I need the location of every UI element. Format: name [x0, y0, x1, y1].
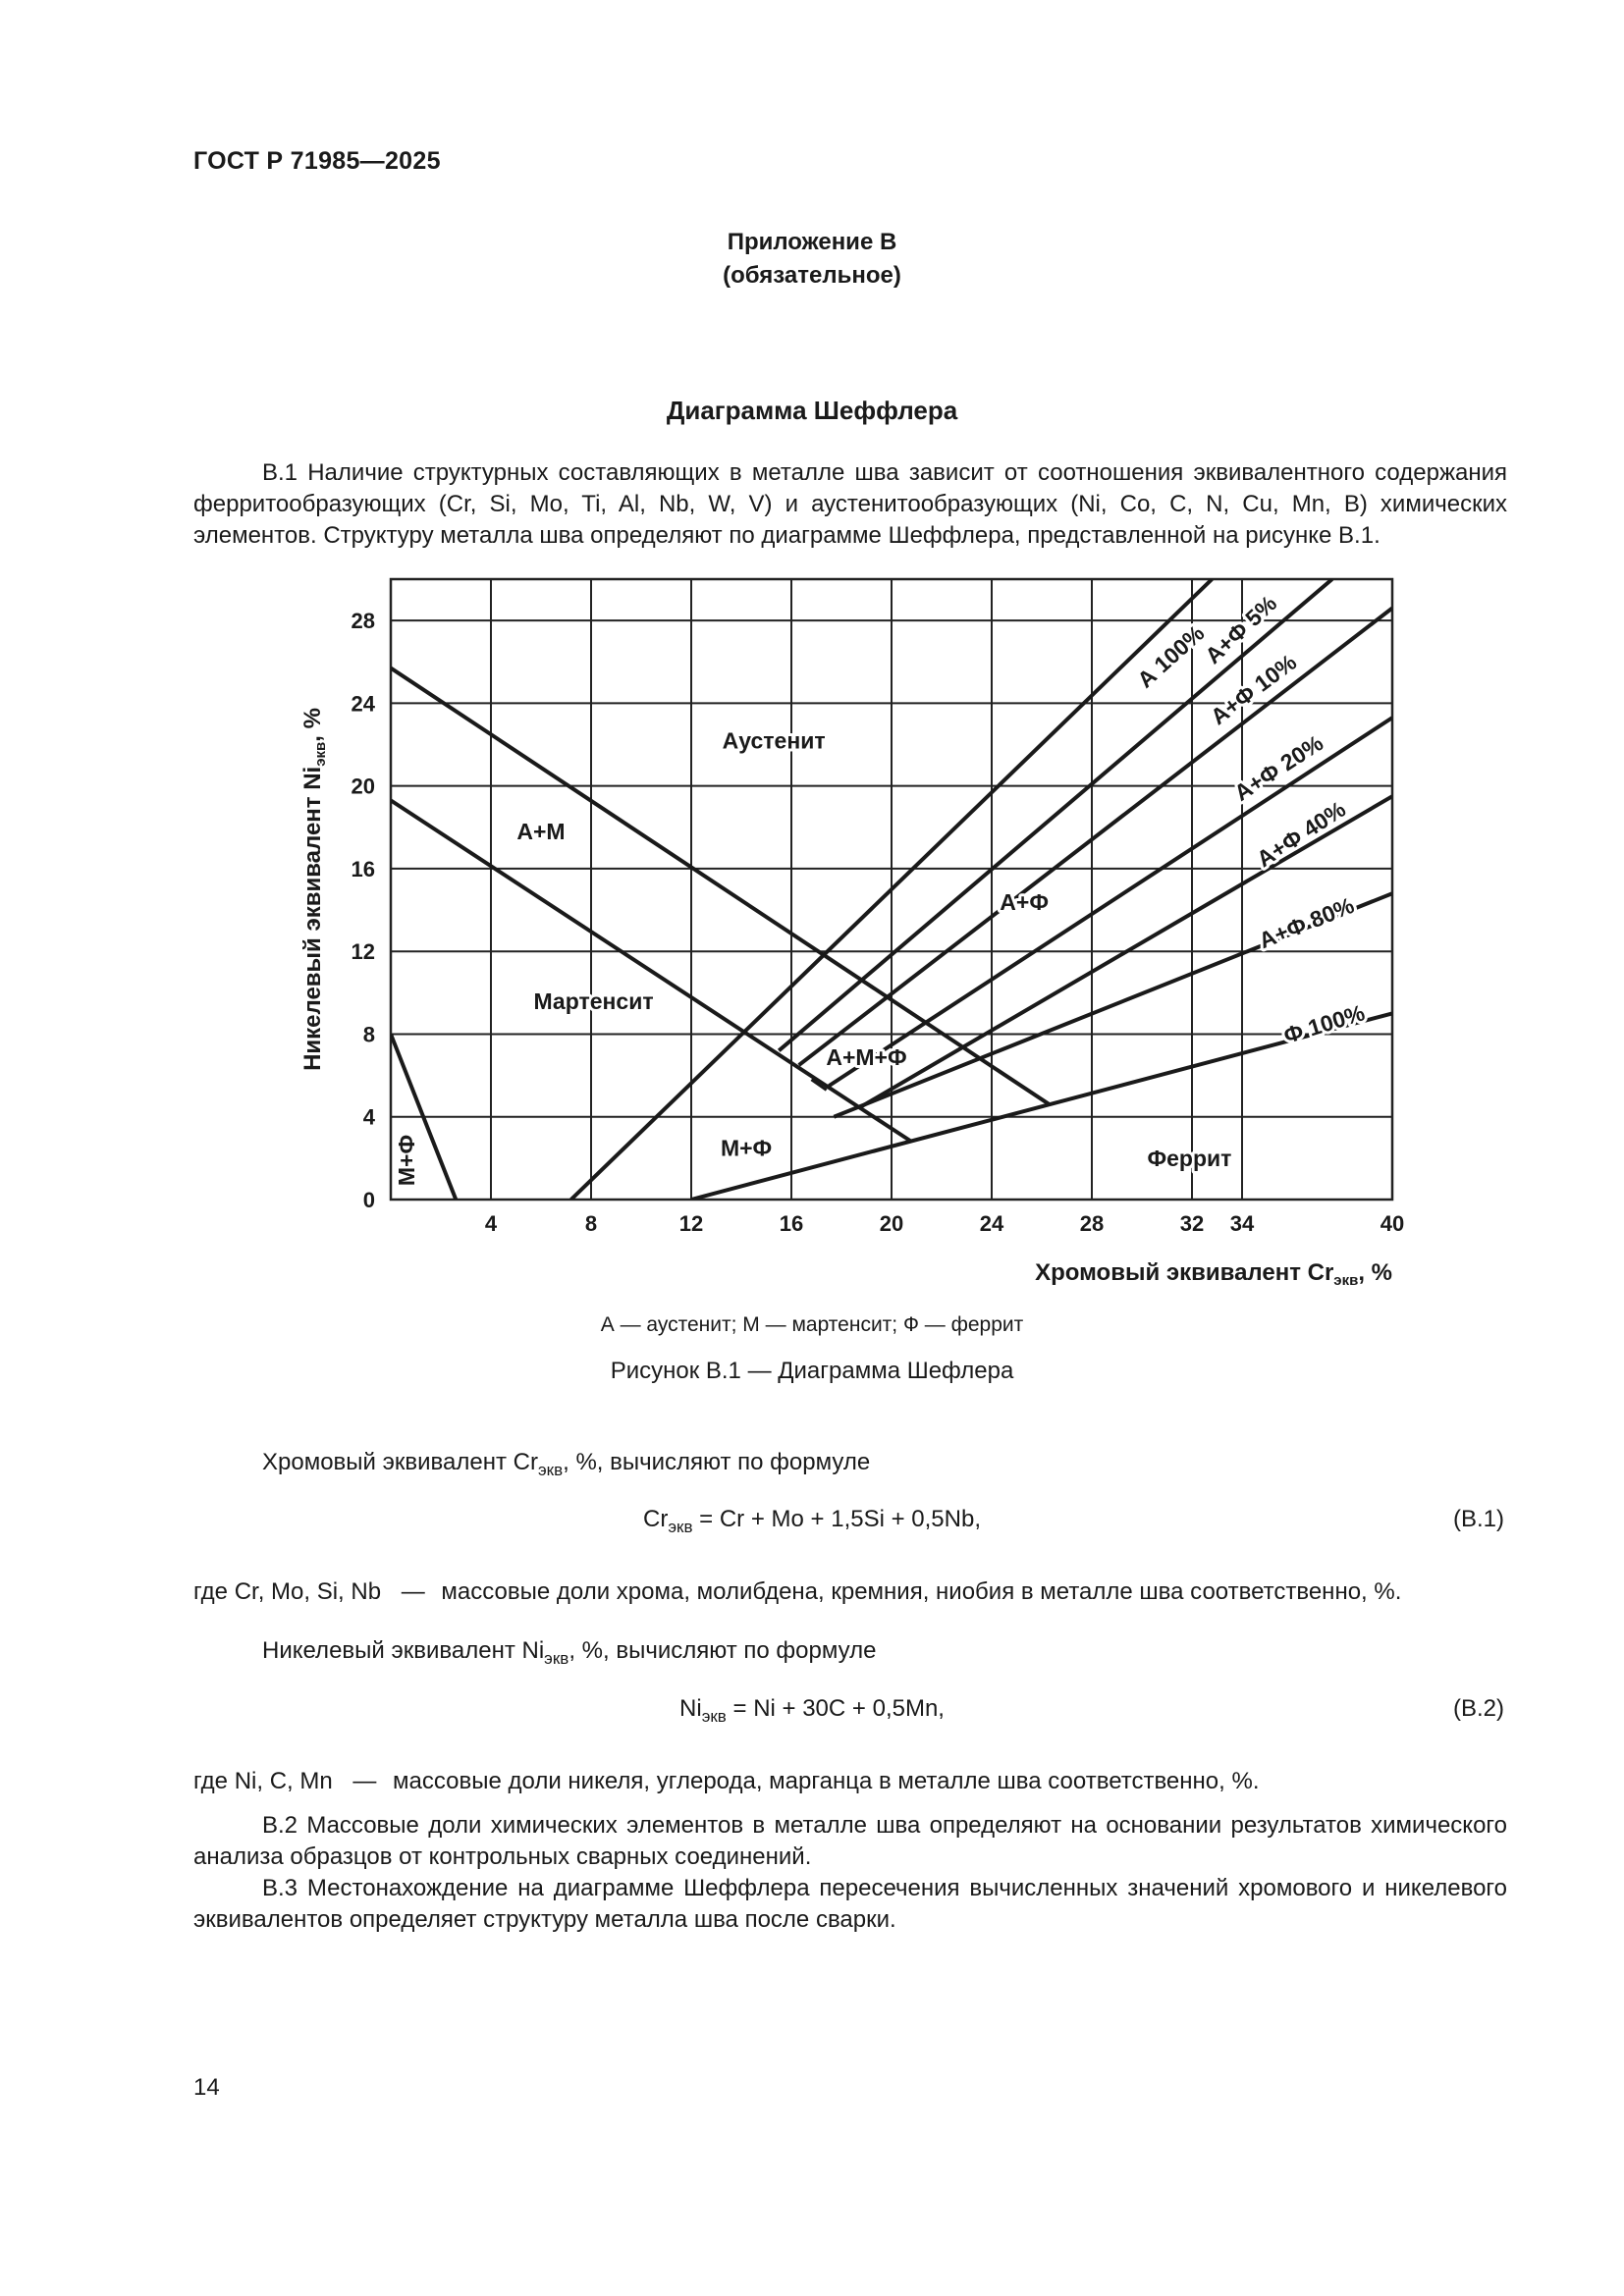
series-line-boundary-8 — [391, 800, 911, 1142]
where-ni-text: массовые доли никеля, углерода, марганца в металле шва соответственно, %. — [393, 1768, 1260, 1794]
x-tick-label: 28 — [1079, 1211, 1105, 1236]
paragraph-b1: В.1 Наличие структурных составляющих в металле шва зависит от соотношения эквивалентного содержания ферритообразующих (Cr, Si, Mo, Ti, Al, Nb, W, V) и аустенитообразующих (Ni, Co, C, N, Cu, Mn, B) химических элементов. Структуру металла шва определяют по диаграмме Шеффлера, представленной на рисунке В.1. — [193, 459, 1507, 549]
cr-intro-tail: , %, вычисляют по формуле — [563, 1449, 871, 1475]
y-tick-label: 24 — [351, 691, 375, 717]
region-label: А+Ф 40% — [1252, 795, 1351, 873]
region-label: Аустенит — [722, 727, 826, 754]
x-tick-label: 20 — [879, 1211, 904, 1236]
y-axis-label-tail: , % — [299, 708, 326, 742]
x-tick-label: 8 — [584, 1211, 598, 1236]
formula-ni-rhs: = Ni + 30C + 0,5Mn, — [726, 1695, 945, 1722]
where-cr-symbols: где Cr, Mo, Si, Nb — [193, 1578, 382, 1605]
x-axis-label-sub: экв — [1333, 1272, 1359, 1289]
region-label: М+Ф — [393, 1134, 419, 1187]
where-cr — [193, 1576, 1401, 1608]
x-tick-label: 34 — [1229, 1211, 1255, 1236]
formula-cr — [0, 1506, 1624, 1536]
y-axis-label-main: Никелевый эквивалент Ni — [299, 766, 326, 1071]
region-label: Мартенсит — [533, 988, 654, 1014]
region-label: А+Ф — [1000, 888, 1049, 915]
formula-cr-rhs: = Cr + Mo + 1,5Si + 0,5Nb, — [692, 1506, 981, 1532]
region-label: А+М — [516, 819, 566, 845]
y-tick-label: 20 — [351, 774, 375, 799]
formula-ni-lhs: Ni — [679, 1695, 702, 1722]
formula-ni — [0, 1695, 1624, 1726]
appendix-heading — [0, 226, 1624, 293]
y-tick-label: 8 — [362, 1022, 375, 1047]
y-tick-label: 12 — [351, 939, 375, 965]
series-line-boundary-7 — [391, 668, 1050, 1105]
section-title: Диаграмма Шеффлера — [666, 396, 958, 425]
where-cr-text: массовые доли хрома, молибдена, кремния, ниобия в металле шва соответственно, %. — [441, 1578, 1402, 1605]
formula-ni-sub: экв — [701, 1707, 727, 1726]
paragraph-b3: В.3 Местонахождение на диаграмме Шеффлера пересечения вычисленных значений хромового и никелевого эквивалентов определяет структуру металла шва после сварки. — [193, 1875, 1507, 1933]
cr-intro-sub: экв — [537, 1461, 564, 1479]
y-tick-label: 4 — [362, 1104, 375, 1130]
chart-svg — [285, 573, 1424, 1289]
appendix-title: Приложение В — [727, 229, 897, 255]
formula-cr-sub: экв — [668, 1518, 693, 1536]
where-ni — [193, 1766, 1259, 1797]
y-axis-label — [299, 708, 329, 1071]
region-label: А+Ф 10% — [1205, 649, 1302, 730]
formula-ni-number: (В.2) — [1453, 1695, 1505, 1722]
standard-header: ГОСТ Р 71985—2025 — [193, 147, 441, 175]
x-tick-label: 40 — [1380, 1211, 1405, 1236]
paragraph-b2: В.2 Массовые доли химических элементов в металле шва определяют на основании результатов химического анализа образцов от контрольных сварных соединений. — [193, 1812, 1507, 1870]
formula-cr-lhs: Cr — [643, 1506, 669, 1532]
y-tick-label: 28 — [351, 609, 375, 634]
cr-intro — [262, 1447, 870, 1478]
x-tick-label: 12 — [678, 1211, 704, 1236]
figure-caption: Рисунок В.1 — Диаграмма Шефлера — [610, 1358, 1014, 1384]
schaeffler-diagram — [285, 573, 1424, 1289]
region-label: А+Ф 20% — [1229, 729, 1328, 806]
region-label: Феррит — [1147, 1146, 1232, 1172]
x-axis-label — [1035, 1259, 1392, 1289]
region-label: Ф 100% — [1280, 999, 1368, 1049]
region-label: А+Ф 80% — [1255, 891, 1358, 954]
figure-legend: А — аустенит; М — мартенсит; Ф — феррит — [600, 1313, 1024, 1336]
x-tick-label: 16 — [779, 1211, 804, 1236]
region-label: А 100% — [1132, 619, 1210, 693]
x-tick-label: 24 — [979, 1211, 1004, 1236]
y-axis-label-sub: экв — [312, 741, 329, 767]
x-tick-label: 4 — [484, 1211, 498, 1236]
ni-intro-sub: экв — [544, 1649, 569, 1668]
cr-intro-text: Хромовый эквивалент Cr — [262, 1449, 538, 1475]
ni-intro — [262, 1635, 876, 1667]
where-ni-dash: — — [352, 1768, 377, 1794]
page-number: 14 — [193, 2074, 220, 2101]
region-label: М+Ф — [720, 1135, 773, 1161]
x-axis-label-main: Хромовый эквивалент Cr — [1035, 1259, 1334, 1286]
where-ni-symbols: где Ni, C, Mn — [193, 1768, 333, 1794]
x-axis-label-tail: , % — [1358, 1259, 1392, 1286]
region-label: А+М+Ф — [826, 1043, 907, 1070]
formula-cr-number: (В.1) — [1453, 1506, 1505, 1532]
y-tick-label: 16 — [351, 856, 375, 881]
y-tick-label: 0 — [362, 1188, 375, 1212]
x-tick-label: 32 — [1179, 1211, 1205, 1236]
ni-intro-text: Никелевый эквивалент Ni — [262, 1637, 545, 1664]
where-cr-dash: — — [401, 1578, 425, 1605]
appendix-status: (обязательное) — [723, 262, 901, 289]
ni-intro-tail: , %, вычисляют по формуле — [568, 1637, 877, 1664]
region-label: А+Ф 5% — [1200, 590, 1282, 669]
